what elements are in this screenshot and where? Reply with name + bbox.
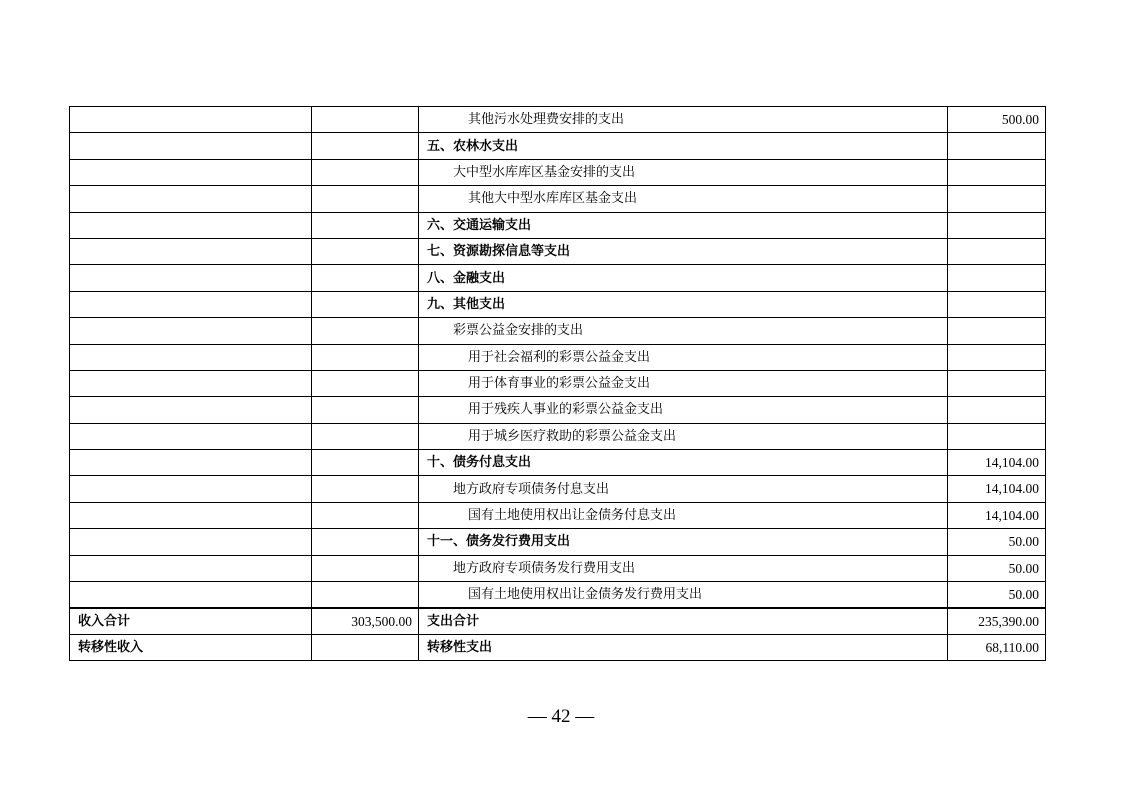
income-item-cell	[70, 318, 312, 344]
table-row	[70, 344, 1046, 370]
table-row	[70, 608, 1046, 634]
expenditure-amount-cell	[948, 344, 1046, 370]
expenditure-item-cell: 大中型水库库区基金安排的支出	[419, 159, 948, 185]
expenditure-amount-cell	[948, 318, 1046, 344]
income-item-cell	[70, 529, 312, 555]
expenditure-item-cell: 地方政府专项债务发行费用支出	[419, 555, 948, 581]
income-amount-cell	[312, 107, 419, 133]
expenditure-amount-cell: 500.00	[948, 107, 1046, 133]
table-row	[70, 159, 1046, 185]
expenditure-item-cell: 十、债务付息支出	[419, 450, 948, 476]
table-row	[70, 186, 1046, 212]
expenditure-item-cell: 十一、债务发行费用支出	[419, 529, 948, 555]
expenditure-amount-cell: 68,110.00	[948, 634, 1046, 660]
expenditure-item-cell: 国有土地使用权出让金债务发行费用支出	[419, 582, 948, 608]
expenditure-item-cell: 五、农林水支出	[419, 133, 948, 159]
table-row	[70, 265, 1046, 291]
income-amount-cell	[312, 582, 419, 608]
income-amount-cell	[312, 423, 419, 449]
table-row	[70, 133, 1046, 159]
income-amount-cell: 303,500.00	[312, 608, 419, 634]
expenditure-item-cell: 用于城乡医疗救助的彩票公益金支出	[419, 423, 948, 449]
income-item-cell	[70, 370, 312, 396]
table-row	[70, 107, 1046, 133]
income-item-cell	[70, 476, 312, 502]
expenditure-amount-cell	[948, 133, 1046, 159]
income-item-cell: 转移性收入	[70, 634, 312, 660]
income-amount-cell	[312, 450, 419, 476]
expenditure-amount-cell: 14,104.00	[948, 476, 1046, 502]
expenditure-amount-cell	[948, 238, 1046, 264]
table-row	[70, 582, 1046, 608]
income-amount-cell	[312, 397, 419, 423]
income-item-cell: 收入合计	[70, 608, 312, 634]
table-row	[70, 423, 1046, 449]
expenditure-amount-cell	[948, 370, 1046, 396]
income-item-cell	[70, 265, 312, 291]
expenditure-item-cell: 用于残疾人事业的彩票公益金支出	[419, 397, 948, 423]
income-amount-cell	[312, 344, 419, 370]
expenditure-item-cell: 七、资源勘探信息等支出	[419, 238, 948, 264]
income-amount-cell	[312, 370, 419, 396]
expenditure-item-cell: 支出合计	[419, 608, 948, 634]
income-item-cell	[70, 212, 312, 238]
expenditure-amount-cell	[948, 397, 1046, 423]
table-row	[70, 476, 1046, 502]
income-amount-cell	[312, 634, 419, 660]
table-row	[70, 318, 1046, 344]
income-item-cell	[70, 423, 312, 449]
income-amount-cell	[312, 133, 419, 159]
income-amount-cell	[312, 212, 419, 238]
expenditure-item-cell: 六、交通运输支出	[419, 212, 948, 238]
expenditure-item-cell: 其他污水处理费安排的支出	[419, 107, 948, 133]
table-row	[70, 370, 1046, 396]
income-amount-cell	[312, 238, 419, 264]
income-item-cell	[70, 159, 312, 185]
expenditure-item-cell: 国有土地使用权出让金债务付息支出	[419, 502, 948, 528]
income-item-cell	[70, 344, 312, 370]
expenditure-item-cell: 地方政府专项债务付息支出	[419, 476, 948, 502]
income-item-cell	[70, 582, 312, 608]
expenditure-amount-cell	[948, 186, 1046, 212]
table-row	[70, 212, 1046, 238]
expenditure-item-cell: 九、其他支出	[419, 291, 948, 317]
expenditure-item-cell: 八、金融支出	[419, 265, 948, 291]
table-row	[70, 238, 1046, 264]
expenditure-item-cell: 其他大中型水库库区基金支出	[419, 186, 948, 212]
expenditure-amount-cell: 14,104.00	[948, 502, 1046, 528]
income-item-cell	[70, 107, 312, 133]
expenditure-amount-cell	[948, 159, 1046, 185]
table-row	[70, 555, 1046, 581]
table-row	[70, 291, 1046, 317]
income-amount-cell	[312, 318, 419, 344]
income-item-cell	[70, 186, 312, 212]
expenditure-item-cell: 用于体育事业的彩票公益金支出	[419, 370, 948, 396]
income-amount-cell	[312, 186, 419, 212]
expenditure-amount-cell: 50.00	[948, 555, 1046, 581]
income-item-cell	[70, 133, 312, 159]
page-number: — 42 —	[527, 706, 595, 727]
table-row	[70, 502, 1046, 528]
income-amount-cell	[312, 265, 419, 291]
budget-table	[69, 106, 1046, 661]
expenditure-amount-cell: 50.00	[948, 582, 1046, 608]
income-amount-cell	[312, 159, 419, 185]
income-item-cell	[70, 291, 312, 317]
expenditure-amount-cell	[948, 291, 1046, 317]
income-item-cell	[70, 555, 312, 581]
income-amount-cell	[312, 555, 419, 581]
income-item-cell	[70, 502, 312, 528]
table-body	[70, 107, 1046, 661]
expenditure-amount-cell: 14,104.00	[948, 450, 1046, 476]
table-row	[70, 529, 1046, 555]
table-row	[70, 397, 1046, 423]
expenditure-item-cell: 转移性支出	[419, 634, 948, 660]
expenditure-amount-cell: 50.00	[948, 529, 1046, 555]
expenditure-item-cell: 彩票公益金安排的支出	[419, 318, 948, 344]
expenditure-item-cell: 用于社会福利的彩票公益金支出	[419, 344, 948, 370]
income-item-cell	[70, 397, 312, 423]
income-amount-cell	[312, 529, 419, 555]
table-row	[70, 450, 1046, 476]
expenditure-amount-cell: 235,390.00	[948, 608, 1046, 634]
income-amount-cell	[312, 502, 419, 528]
expenditure-amount-cell	[948, 212, 1046, 238]
income-item-cell	[70, 450, 312, 476]
expenditure-amount-cell	[948, 423, 1046, 449]
income-amount-cell	[312, 291, 419, 317]
table-row	[70, 634, 1046, 660]
income-item-cell	[70, 238, 312, 264]
expenditure-amount-cell	[948, 265, 1046, 291]
income-amount-cell	[312, 476, 419, 502]
